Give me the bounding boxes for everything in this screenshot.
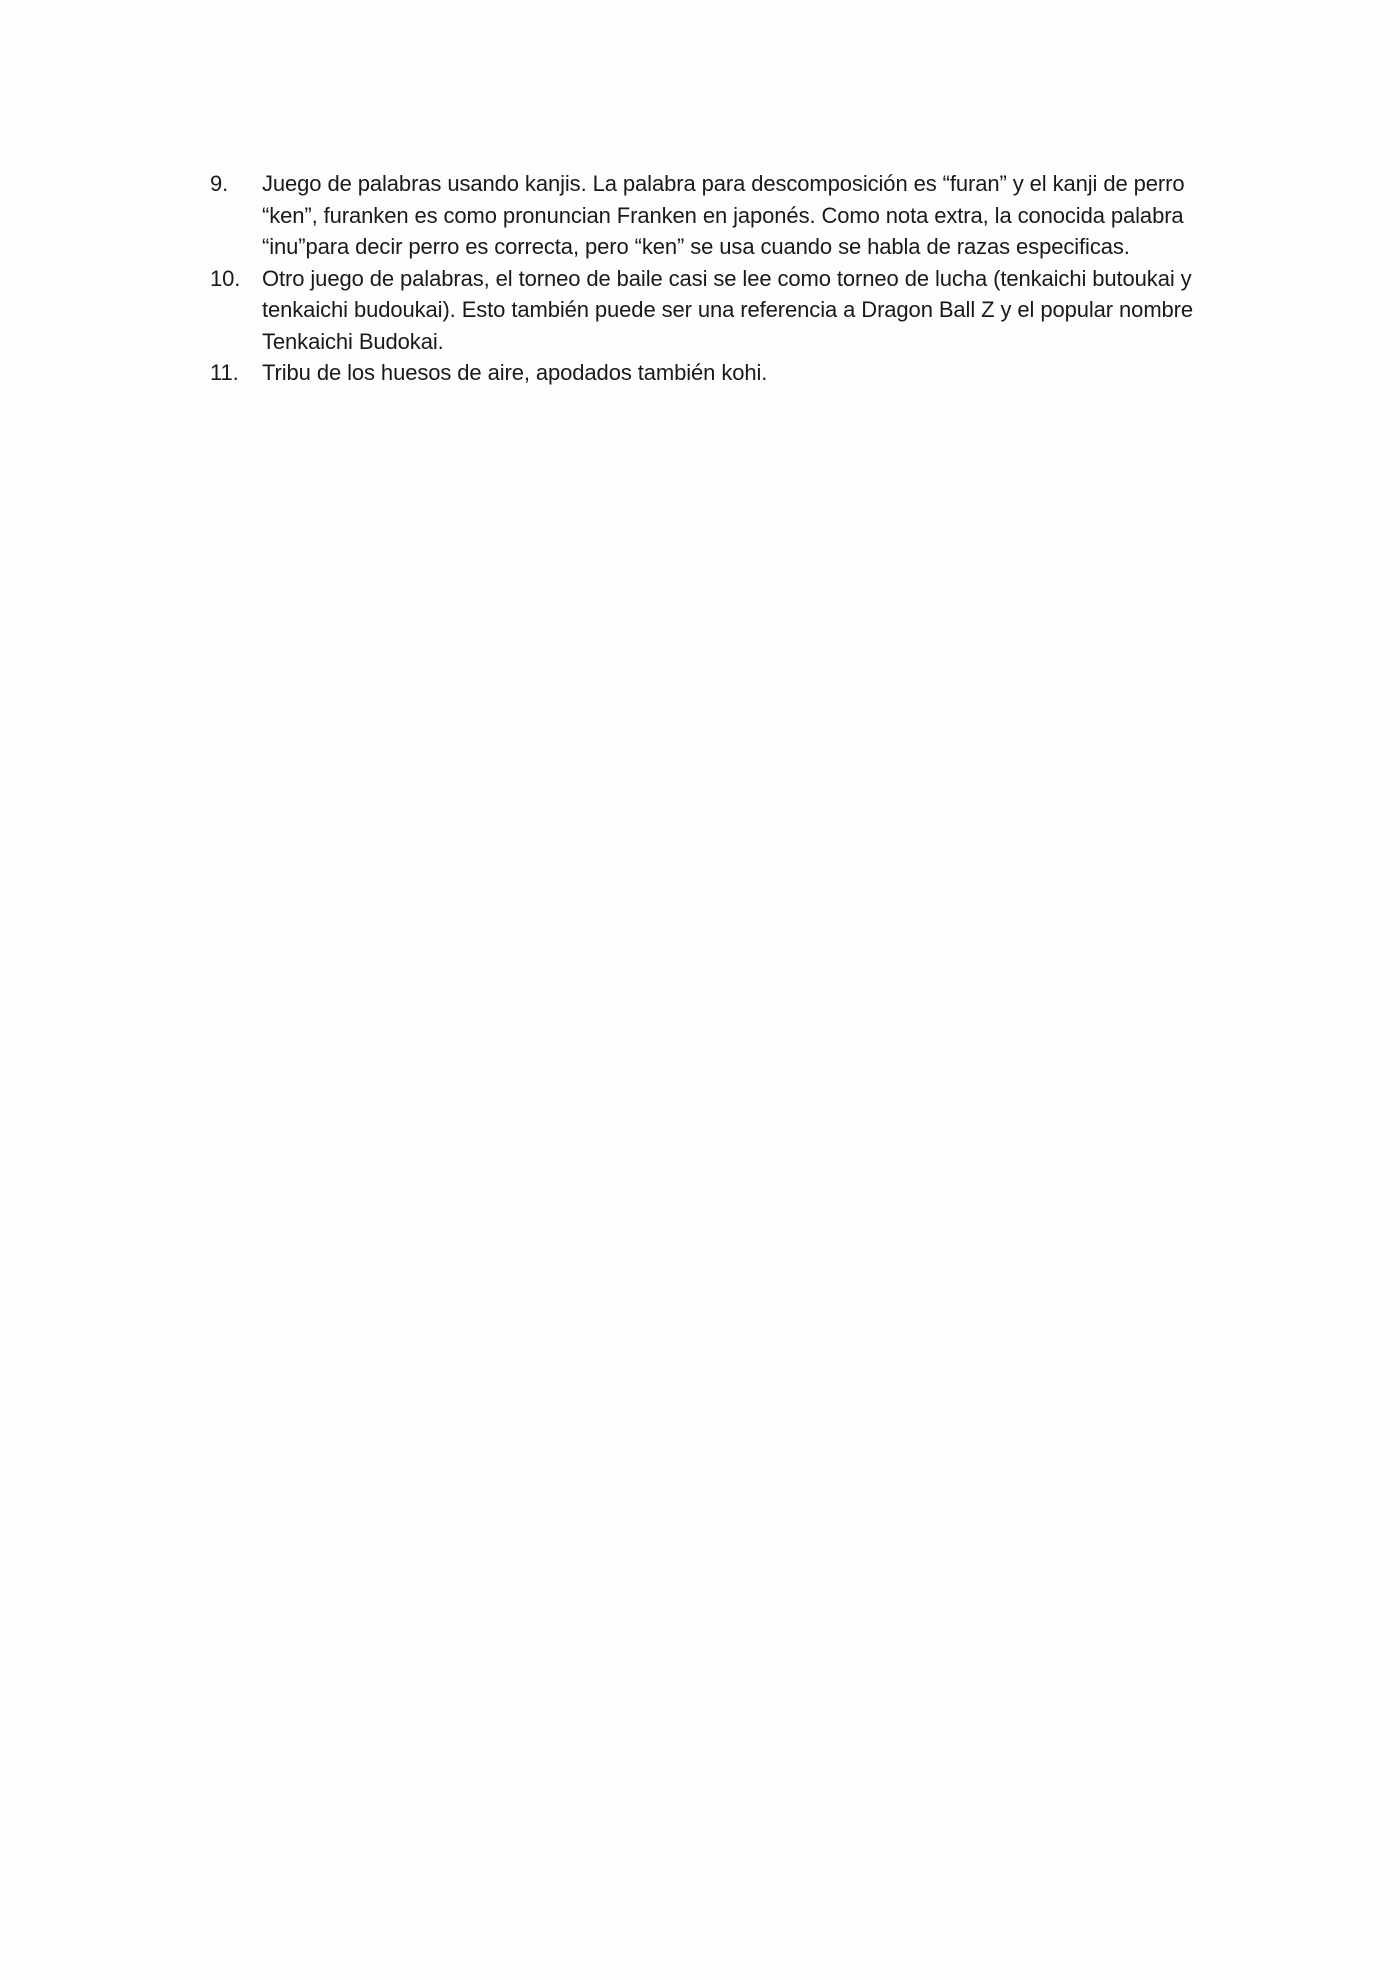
footnote-text: Juego de palabras usando kanjis. La palabra para descomposición es “furan” y el kanji de perro “ken”, furanken es como pronuncian Franken en japonés. Como nota extra, la conocida palabra “inu”para decir perro es correcta, pero “ken” se usa cuando se habla de razas especificas. — [262, 171, 1185, 259]
footnotes-list — [210, 168, 1200, 389]
footnote-number: 11. — [210, 360, 239, 385]
footnote-text: Tribu de los huesos de aire, apodados también kohi. — [262, 360, 768, 385]
footnote-item-10 — [210, 263, 1200, 358]
footnote-item-9 — [210, 168, 1200, 263]
footnote-number: 9. — [210, 171, 229, 196]
footnote-text: Otro juego de palabras, el torneo de baile casi se lee como torneo de lucha (tenkaichi butoukai y tenkaichi budoukai). Esto también puede ser una referencia a Dragon Ball Z y el popular nombre Tenkaichi Budokai. — [262, 265, 1194, 354]
footnote-number: 10. — [210, 265, 241, 291]
footnote-item-11 — [210, 357, 1200, 389]
